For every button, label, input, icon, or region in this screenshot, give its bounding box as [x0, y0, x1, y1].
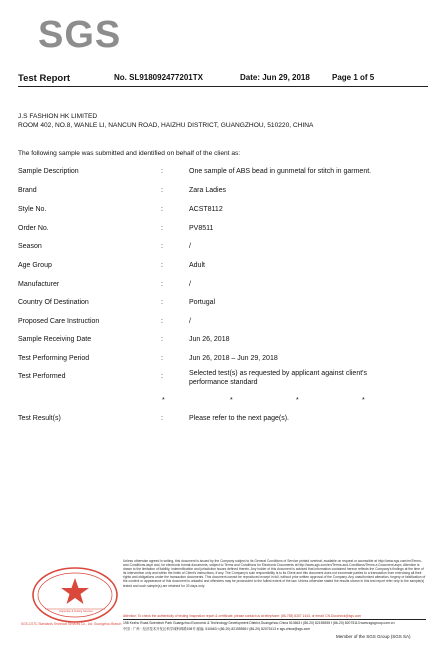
report-date: Date: Jun 29, 2018: [240, 73, 310, 82]
test-performed-value-line1: Selected test(s) as requested by applicant against client's: [189, 370, 367, 377]
field-colon: :: [161, 336, 163, 343]
field-value: ACST8112: [189, 206, 223, 213]
company-stamp: [21, 565, 123, 632]
stamp-sub: Inspection & Testing Services: [59, 610, 93, 613]
separator-star: *: [230, 397, 233, 404]
field-value: Jun 26, 2018 – Jun 29, 2018: [189, 355, 278, 362]
field-colon: :: [161, 225, 163, 232]
footer-address-en: 198 Kezhu Road,Scientech Park Guangzhou Economic & Technology Development District,Guangzhou,China 510663 t (86-20) 82155555 f (86-20) 82075113 www.sgsgroup.com.cn: [123, 621, 395, 625]
field-label: Manufacturer: [18, 281, 60, 288]
field-label: Sample Description: [18, 168, 79, 175]
field-colon: :: [161, 168, 163, 175]
field-label: Test Performing Period: [18, 355, 90, 362]
report-number: No. SL918092477201TX: [114, 73, 203, 82]
test-result-label: Test Result(s): [18, 415, 61, 422]
sgs-logo: SGS: [38, 14, 122, 56]
field-value: /: [189, 243, 191, 250]
field-colon: :: [161, 243, 163, 250]
field-label: Brand: [18, 187, 37, 194]
stamp-text: SGS-CSTC Standards Technical Services Co., Ltd. Guangzhou Branch: [21, 622, 122, 626]
client-address: ROOM 402, NO.8, WANLE LI, NANCUN ROAD, HAIZHU DISTRICT, GUANGZHOU, 510220, CHINA: [18, 122, 314, 129]
report-title: Test Report: [18, 73, 71, 84]
field-value: Adult: [189, 262, 205, 269]
field-colon: :: [161, 281, 163, 288]
field-value: One sample of ABS bead in gunmetal for stitch in garment.: [189, 168, 372, 175]
test-performed-value-line2: performance standard: [189, 379, 258, 386]
field-colon: :: [161, 262, 163, 269]
field-label: Style No.: [18, 206, 47, 213]
field-value: PV8511: [189, 225, 214, 232]
page-number: Page 1 of 5: [332, 73, 375, 82]
client-name: J.S FASHION HK LIMITED: [18, 113, 98, 120]
field-label: Sample Receiving Date: [18, 336, 92, 343]
field-value: /: [189, 318, 191, 325]
header-divider: [18, 86, 428, 87]
field-label: Season: [18, 243, 42, 250]
footer-divider: [123, 619, 426, 620]
field-value: /: [189, 281, 191, 288]
separator-star: *: [362, 397, 365, 404]
field-label: Country Of Destination: [18, 299, 89, 306]
test-performed-label: Test Performed: [18, 373, 66, 380]
footer-address-cn: 中国 · 广州 · 经济技术开发区科学城科珠路198号 邮编: 510663 t (86-20) 82155555 f (86-20) 82075113 e sgs.china@sgs.com: [123, 627, 311, 631]
field-colon: :: [161, 415, 163, 422]
field-colon: :: [161, 373, 163, 380]
stamp-seal-icon: [27, 565, 123, 627]
disclaimer-text: Unless otherwise agreed in writing, this document is issued by the Company subject to its General Conditions of Service printed overleaf, available on request or accessible at http://www.sgs.com/en/Terms-and-Conditions.aspx and, for electronic format documents, subject to Terms and Conditions for Electronic Documents at http://www.sgs.com/en/Terms-and-Conditions/Terms-e-Document.aspx. Attention is drawn to the limitation of liability, indemnification and jurisdiction issues defined therein. Any holder of this document is advised that information contained hereon reflects the Company's findings at the time of its intervention only and within the limits of Client's instructions, if any. The Company's sole responsibility is to its Client and this document does not exonerate parties to a transaction from exercising all their rights and obligations under the transaction documents. This document cannot be reproduced except in full, without prior written approval of the Company. Any unauthorized alteration, forgery or falsification of the content or appearance of this document is unlawful and offenders may be prosecuted to the fullest extent of the law. Unless otherwise stated the results shown in this test report refer only to the sample(s) tested and such sample(s) are retained for 30 days only.: [123, 559, 426, 588]
member-text: Member of the SGS Group (SGS SA): [336, 634, 411, 639]
intro-text: The following sample was submitted and identified on behalf of the client as:: [18, 150, 241, 157]
separator-star: *: [296, 397, 299, 404]
field-label: Age Group: [18, 262, 52, 269]
field-colon: :: [161, 355, 163, 362]
field-value: Portugal: [189, 299, 216, 306]
field-colon: :: [161, 318, 163, 325]
separator-star: *: [162, 397, 165, 404]
field-colon: :: [161, 187, 163, 194]
field-colon: :: [161, 299, 163, 306]
field-value: Jun 26, 2018: [189, 336, 230, 343]
field-value: Zara Ladies: [189, 187, 226, 194]
field-label: Order No.: [18, 225, 49, 232]
field-label: Proposed Care Instruction: [18, 318, 100, 325]
authenticity-note: Attention: To check the authenticity of testing /inspection report & certificate, please contact us at telephone: (86-755) 8307 1443, or email: CN.Doccheck@sgs.com: [123, 614, 362, 618]
field-colon: :: [161, 206, 163, 213]
test-result-value: Please refer to the next page(s).: [189, 415, 289, 422]
